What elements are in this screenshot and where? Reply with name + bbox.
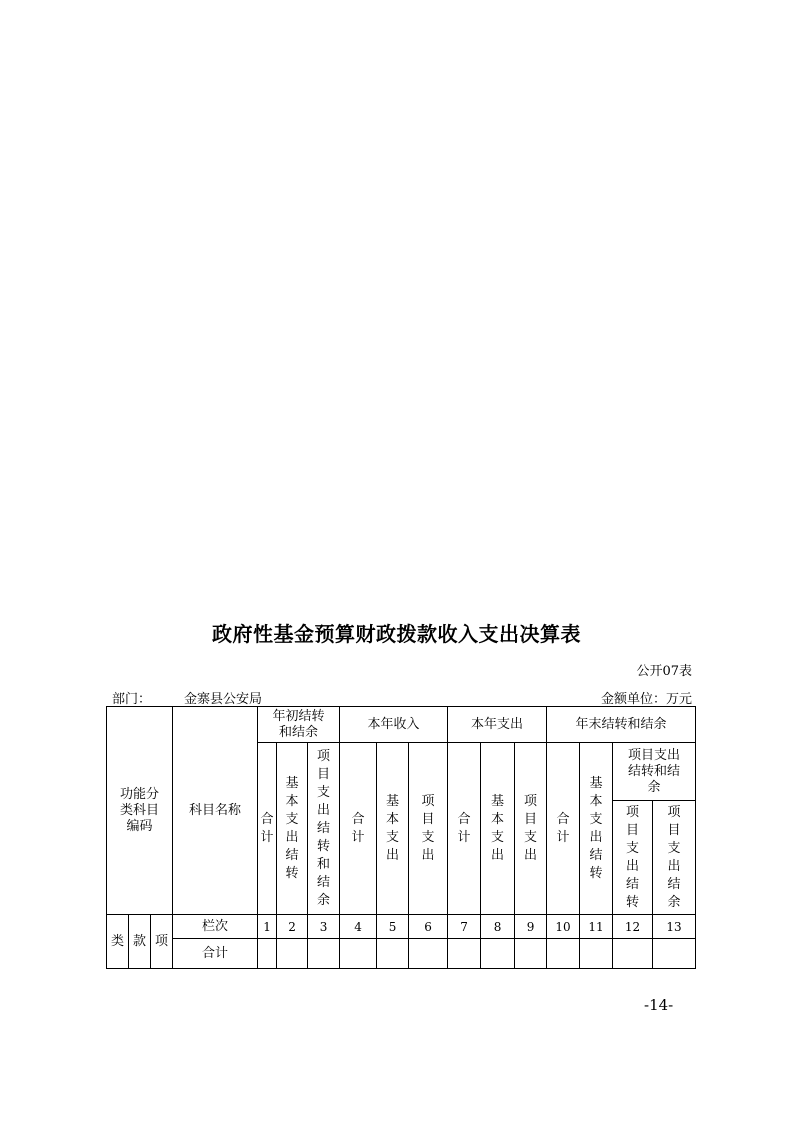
department-label: 部门：: [112, 692, 152, 707]
sum-cell: [340, 939, 377, 969]
sum-cell: [547, 939, 580, 969]
opening-balance-header: 年初结转和结余: [258, 707, 340, 743]
column-index-label: 栏次: [173, 915, 258, 939]
column-number: 4: [340, 915, 377, 939]
column-number: 7: [448, 915, 481, 939]
closing-project-balance-header: 项目支出结余: [653, 801, 696, 915]
page-number: -14-: [644, 996, 674, 1014]
column-number: 6: [409, 915, 448, 939]
sum-cell: [448, 939, 481, 969]
income-basic-header: 基本支出: [377, 743, 409, 915]
sum-cell: [653, 939, 696, 969]
column-number: 13: [653, 915, 696, 939]
expense-basic-header: 基本支出: [481, 743, 515, 915]
column-number: 11: [580, 915, 613, 939]
lei-header: 类: [107, 915, 129, 969]
sum-cell: [377, 939, 409, 969]
page-title: 政府性基金预算财政拨款收入支出决算表: [212, 622, 581, 646]
form-number: 公开07表: [636, 664, 692, 679]
closing-total-header: 合计: [547, 743, 580, 915]
closing-project-carry-balance-header: 项目支出结转和结余: [613, 743, 696, 801]
column-number: 3: [308, 915, 340, 939]
expense-header: 本年支出: [448, 707, 547, 743]
kuan-header: 款: [129, 915, 151, 969]
sum-cell: [409, 939, 448, 969]
budget-table: [106, 706, 696, 969]
opening-project-carry-balance-header: 项目支出结转和结余: [308, 743, 340, 915]
subject-name-header: 科目名称: [173, 707, 258, 915]
column-number: 2: [277, 915, 308, 939]
column-number: 5: [377, 915, 409, 939]
income-header: 本年收入: [340, 707, 448, 743]
amount-unit: 金额单位：万元: [600, 692, 692, 707]
sum-row-label: 合计: [173, 939, 258, 969]
sum-cell: [258, 939, 277, 969]
column-number: 8: [481, 915, 515, 939]
opening-total-header: 合计: [258, 743, 277, 915]
xiang-header: 项: [151, 915, 173, 969]
sum-cell: [580, 939, 613, 969]
closing-basic-carry-header: 基本支出结转: [580, 743, 613, 915]
department-value: 金寨县公安局: [184, 692, 263, 707]
sum-cell: [481, 939, 515, 969]
column-number: 9: [515, 915, 547, 939]
sum-cell: [277, 939, 308, 969]
column-number: 12: [613, 915, 653, 939]
column-number: 10: [547, 915, 580, 939]
sum-cell: [613, 939, 653, 969]
closing-balance-header: 年末结转和结余: [547, 707, 696, 743]
closing-project-carry-header: 项目支出结转: [613, 801, 653, 915]
expense-total-header: 合计: [448, 743, 481, 915]
expense-project-header: 项目支出: [515, 743, 547, 915]
income-total-header: 合计: [340, 743, 377, 915]
income-project-header: 项目支出: [409, 743, 448, 915]
opening-basic-carry-header: 基本支出结转: [277, 743, 308, 915]
sum-cell: [308, 939, 340, 969]
func-code-header: 功能分类科目编码: [107, 707, 173, 915]
column-number: 1: [258, 915, 277, 939]
sum-cell: [515, 939, 547, 969]
